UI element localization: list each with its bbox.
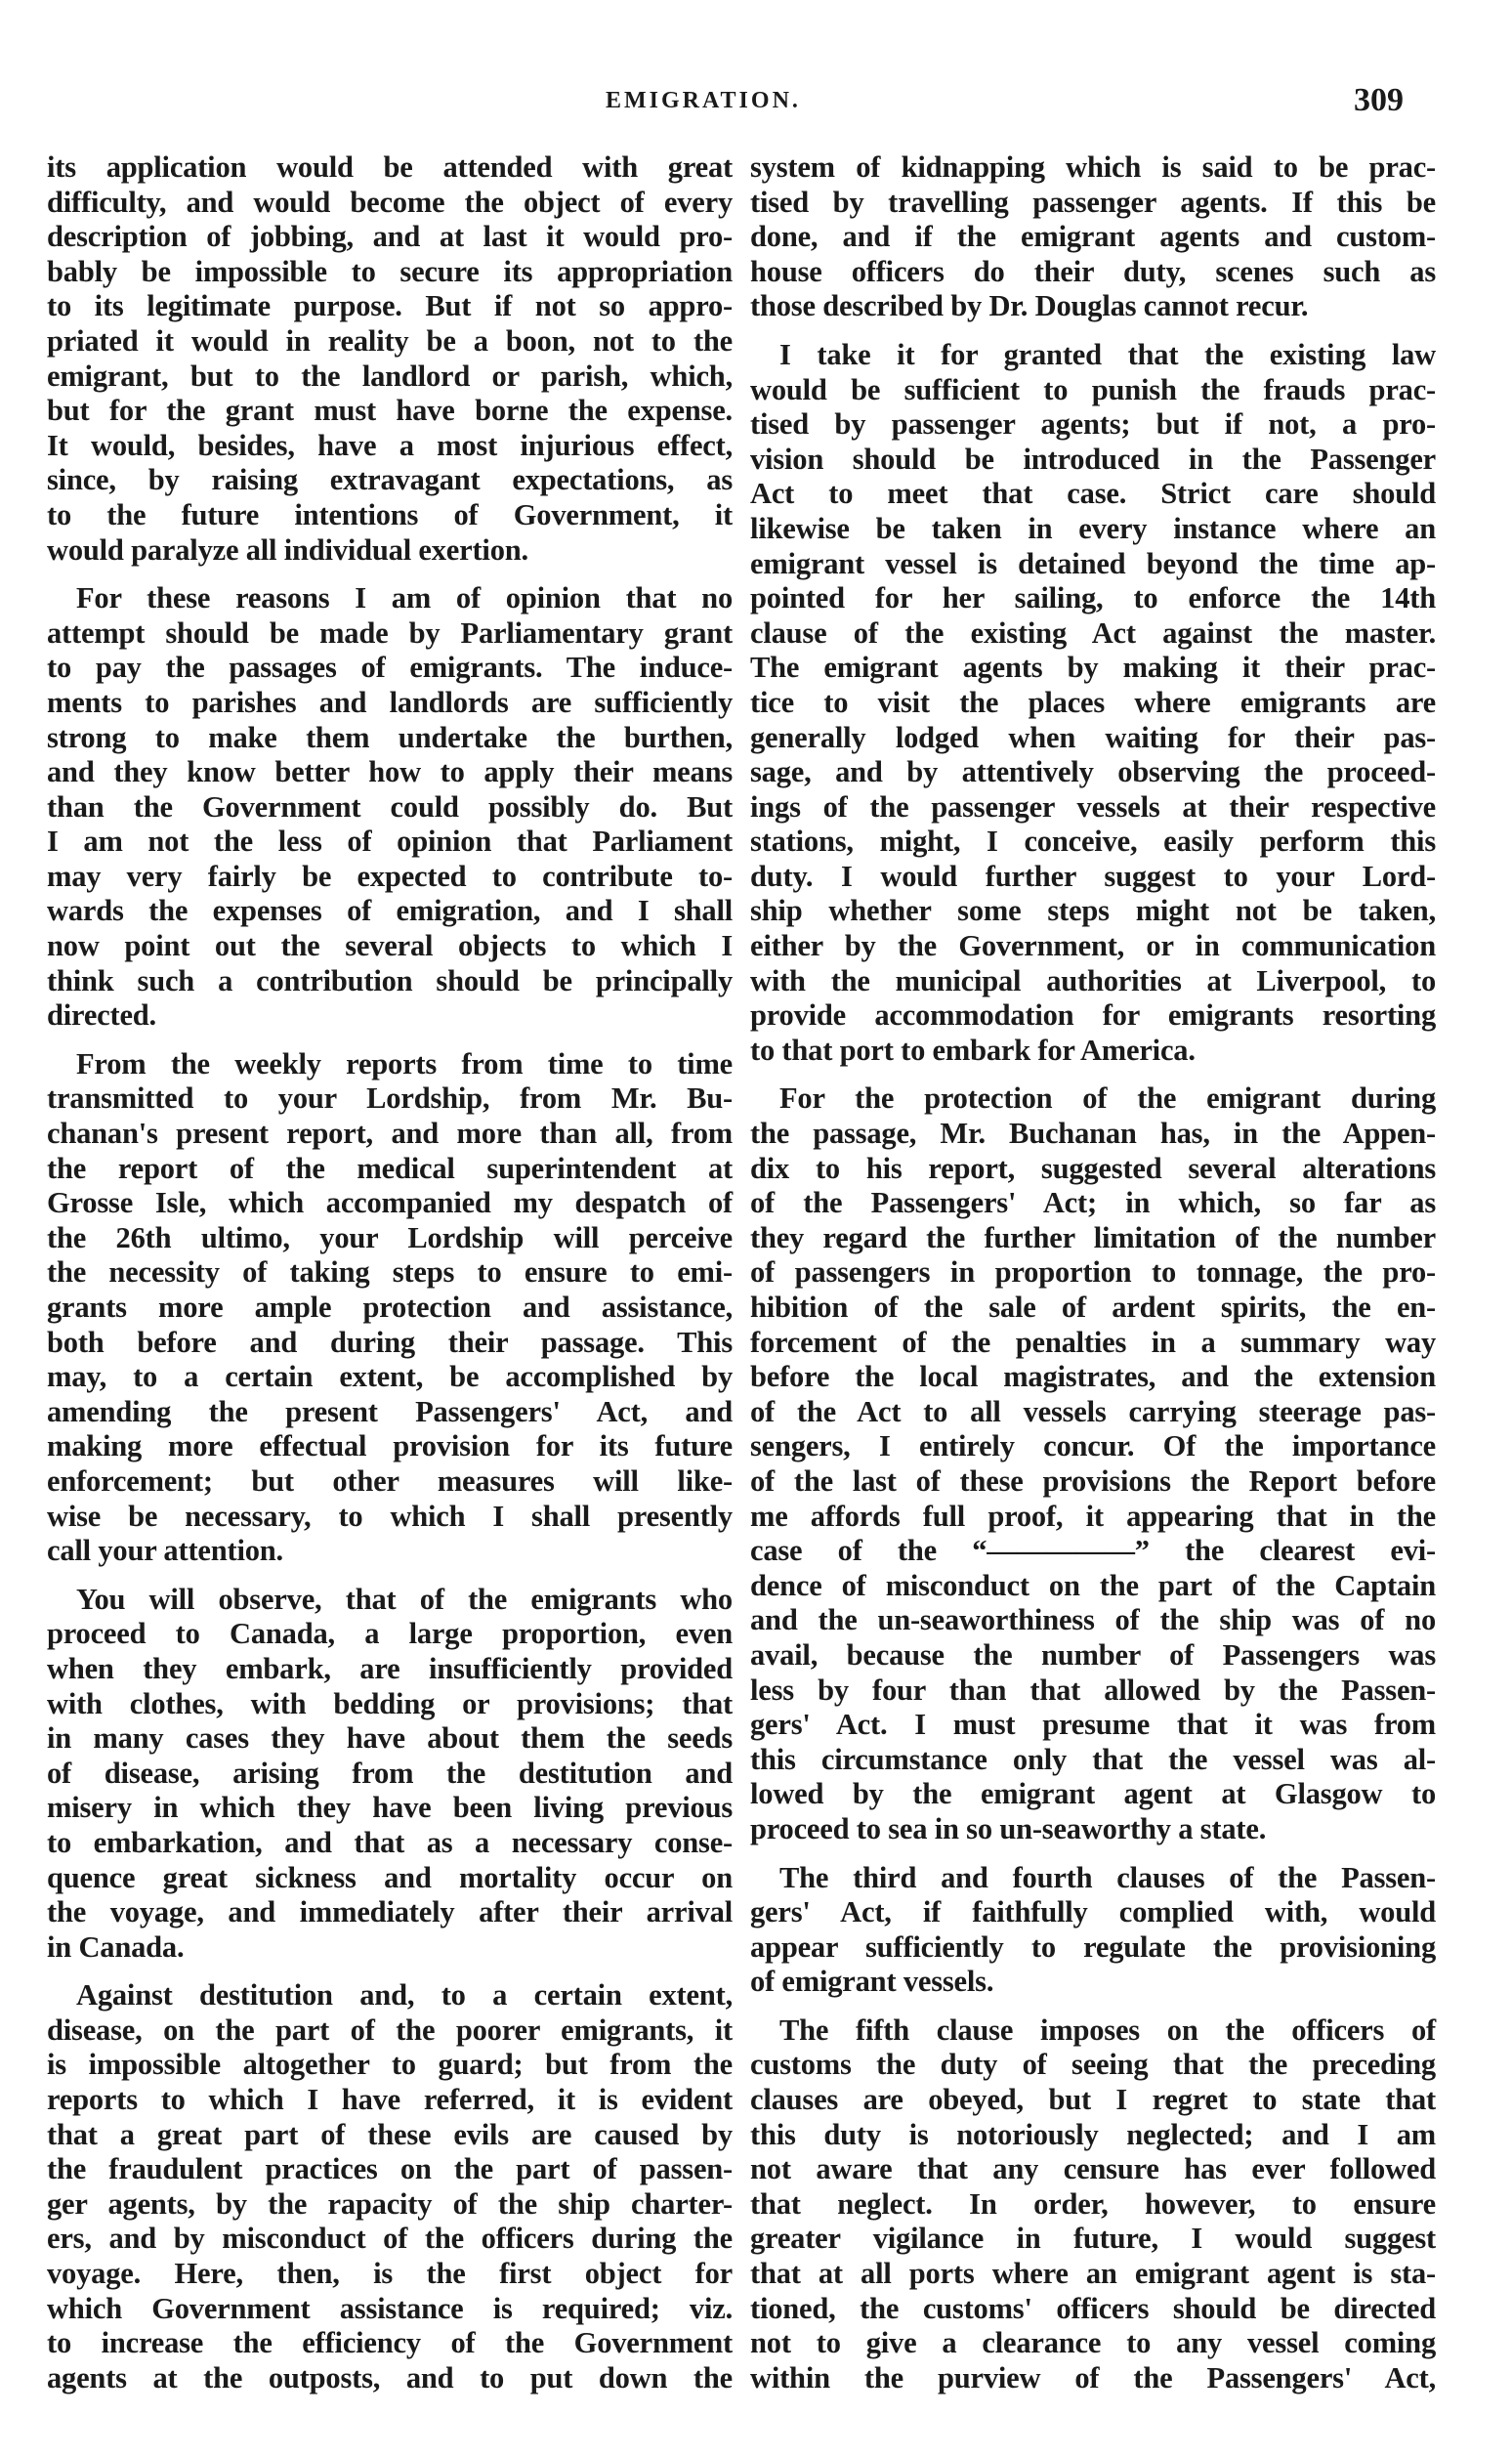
- text-line: priated it would in reality be a boon, not to the: [47, 323, 733, 358]
- text-line: than the Government could possibly do. But: [47, 789, 733, 824]
- text-line: may very fairly be expected to contribute to-: [47, 859, 733, 893]
- text-line: would be sufficient to punish the frauds prac-: [750, 372, 1436, 406]
- text-line: tioned, the customs' officers should be directed: [750, 2291, 1436, 2325]
- text-line: dence of misconduct on the part of the Captain: [750, 1568, 1436, 1602]
- right-column: [750, 150, 1436, 2409]
- text-line: pointed for her sailing, to enforce the 14th: [750, 581, 1436, 615]
- text-line: they regard the further limitation of the number: [750, 1220, 1436, 1254]
- paragraph: [750, 338, 1436, 1068]
- text-line: avail, because the number of Passengers was: [750, 1637, 1436, 1672]
- text-line: attempt should be made by Parliamentary grant: [47, 615, 733, 650]
- text-line: greater vigilance in future, I would suggest: [750, 2222, 1436, 2256]
- text-line: strong to make them undertake the burthen,: [47, 720, 733, 754]
- text-line: provide accommodation for emigrants resorting: [750, 998, 1436, 1033]
- text-line: From the weekly reports from time to time: [76, 1046, 733, 1081]
- text-line: with clothes, with bedding or provisions; that: [47, 1686, 733, 1720]
- text-line: to embarkation, and that as a necessary conse-: [47, 1825, 733, 1859]
- text-line: misery in which they have been living previous: [47, 1791, 733, 1825]
- text-line: ments to parishes and landlords are sufficiently: [47, 685, 733, 719]
- paragraph: [47, 1978, 733, 2395]
- text-line: bably be impossible to secure its appropriation: [47, 254, 733, 288]
- left-column: [47, 150, 733, 2409]
- text-line: grants more ample protection and assistance,: [47, 1291, 733, 1324]
- text-line: in many cases they have about them the seeds: [47, 1721, 733, 1756]
- text-line: both before and during their passage. This: [47, 1325, 733, 1359]
- text-line: the 26th ultimo, your Lordship will perceive: [47, 1220, 733, 1254]
- text-line: gers' Act. I must presume that it was from: [750, 1708, 1436, 1742]
- text-line: case of the “—————” the clearest evi-: [750, 1534, 1436, 1568]
- text-line: chanan's present report, and more than all, from: [47, 1117, 733, 1151]
- page-number: 309: [1354, 82, 1404, 118]
- text-line: vision should be introduced in the Passenger: [750, 442, 1436, 476]
- text-line: not aware that any censure has ever followed: [750, 2152, 1436, 2186]
- text-line: reports to which I have referred, it is evident: [47, 2083, 733, 2117]
- text-line: sage, and by attentively observing the proceed-: [750, 755, 1436, 789]
- text-line: I take it for granted that the existing law: [779, 337, 1436, 371]
- text-line: duty. I would further suggest to your Lord-: [750, 859, 1436, 893]
- text-line: forcement of the penalties in a summary way: [750, 1325, 1436, 1359]
- text-line: of emigrant vessels.: [750, 1965, 994, 1999]
- text-line: emigrant, but to the landlord or parish, which,: [47, 359, 733, 393]
- text-line: hibition of the sale of ardent spirits, the en-: [750, 1291, 1436, 1324]
- text-line: ers, and by misconduct of the officers during the: [47, 2222, 733, 2256]
- text-line: this circumstance only that the vessel was al-: [750, 1742, 1436, 1776]
- text-line: clause of the existing Act against the master.: [750, 615, 1436, 650]
- text-line: the fraudulent practices on the part of passen-: [47, 2152, 733, 2186]
- text-line: For these reasons I am of opinion that no: [76, 581, 733, 615]
- text-line: tised by passenger agents; but if not, a pro-: [750, 407, 1436, 442]
- text-line: that at all ports where an emigrant agent is sta-: [750, 2257, 1436, 2291]
- text-line: and they know better how to apply their means: [47, 755, 733, 789]
- text-line: It would, besides, have a most injurious effect,: [47, 428, 733, 462]
- text-line: clauses are obeyed, but I regret to state that: [750, 2083, 1436, 2117]
- text-line: to increase the efficiency of the Government: [47, 2326, 733, 2360]
- text-line: proceed to Canada, a large proportion, even: [47, 1617, 733, 1651]
- text-line: directed.: [47, 998, 156, 1033]
- text-line: transmitted to your Lordship, from Mr. Bu-: [47, 1081, 733, 1116]
- paragraph: [750, 1861, 1436, 2000]
- text-line: since, by raising extravagant expectations, as: [47, 463, 733, 497]
- text-line: this duty is notoriously neglected; and I am: [750, 2117, 1436, 2151]
- text-line: either by the Government, or in communication: [750, 929, 1436, 963]
- text-line: wards the expenses of emigration, and I shall: [47, 894, 733, 928]
- text-line: its application would be attended with great: [47, 150, 733, 184]
- text-line: may, to a certain extent, be accomplished by: [47, 1360, 733, 1394]
- text-line: not to give a clearance to any vessel coming: [750, 2326, 1436, 2360]
- text-line: me affords full proof, it appearing that in the: [750, 1499, 1436, 1533]
- text-line: Against destitution and, to a certain extent,: [76, 1978, 733, 2013]
- text-line: customs the duty of seeing that the preceding: [750, 2048, 1436, 2082]
- paragraph: [750, 2013, 1436, 2396]
- text-line: dix to his report, suggested several alterations: [750, 1151, 1436, 1185]
- text-line: lowed by the emigrant agent at Glasgow to: [750, 1777, 1436, 1811]
- text-line: proceed to sea in so un-seaworthy a state.: [750, 1811, 1267, 1845]
- text-line: house officers do their duty, scenes such as: [750, 254, 1436, 288]
- text-line: difficulty, and would become the object of every: [47, 185, 733, 219]
- text-line: to that port to embark for America.: [750, 1033, 1196, 1067]
- text-line: done, and if the emigrant agents and custom-: [750, 220, 1436, 254]
- text-line: system of kidnapping which is said to be prac-: [750, 150, 1436, 184]
- text-line: of the Passengers' Act; in which, so far as: [750, 1186, 1436, 1220]
- text-line: to pay the passages of emigrants. The induce-: [47, 651, 733, 685]
- text-line: of the last of these provisions the Report before: [750, 1463, 1436, 1498]
- text-line: the passage, Mr. Buchanan has, in the Appen-: [750, 1117, 1436, 1151]
- text-line: the necessity of taking steps to ensure to emi-: [47, 1255, 733, 1290]
- text-line: Grosse Isle, which accompanied my despatch of: [47, 1186, 733, 1220]
- text-line: before the local magistrates, and the extension: [750, 1360, 1436, 1394]
- text-line: that a great part of these evils are caused by: [47, 2117, 733, 2151]
- text-line: now point out the several objects to which I: [47, 929, 733, 963]
- text-line: is impossible altogether to guard; but from the: [47, 2048, 733, 2082]
- text-line: generally lodged when waiting for their pas-: [750, 720, 1436, 754]
- text-line: Act to meet that case. Strict care should: [750, 477, 1436, 511]
- text-line: amending the present Passengers' Act, and: [47, 1394, 733, 1428]
- running-title: EMIGRATION.: [606, 88, 801, 113]
- text-line: You will observe, that of the emigrants who: [76, 1582, 733, 1616]
- text-line: would paralyze all individual exertion.: [47, 532, 528, 567]
- running-head: [0, 82, 1512, 121]
- text-line: I am not the less of opinion that Parliament: [47, 825, 733, 859]
- text-line: of the Act to all vessels carrying steerage pas-: [750, 1394, 1436, 1428]
- text-line: in Canada.: [47, 1929, 185, 1964]
- text-line: that neglect. In order, however, to ensure: [750, 2186, 1436, 2221]
- text-line: ger agents, by the rapacity of the ship charter-: [47, 2186, 733, 2221]
- text-line: of disease, arising from the destitution and: [47, 1756, 733, 1790]
- text-line: when they embark, are insufficiently provided: [47, 1651, 733, 1685]
- text-line: which Government assistance is required; viz.: [47, 2291, 733, 2325]
- paragraph: [47, 150, 733, 568]
- text-line: enforcement; but other measures will like-: [47, 1463, 733, 1498]
- text-line: tice to visit the places where emigrants are: [750, 685, 1436, 719]
- text-line: to its legitimate purpose. But if not so appro-: [47, 289, 733, 323]
- text-line: sengers, I entirely concur. Of the importance: [750, 1429, 1436, 1463]
- text-line: call your attention.: [47, 1534, 283, 1568]
- text-line: to the future intentions of Government, it: [47, 497, 733, 531]
- text-line: think such a contribution should be principally: [47, 963, 733, 997]
- paragraph: [47, 1583, 733, 1966]
- text-line: stations, might, I conceive, easily perform this: [750, 825, 1436, 859]
- text-line: likewise be taken in every instance where an: [750, 511, 1436, 545]
- paragraph: [47, 1047, 733, 1569]
- text-line: For the protection of the emigrant during: [779, 1081, 1436, 1116]
- text-line: making more effectual provision for its future: [47, 1429, 733, 1463]
- text-line: agents at the outposts, and to put down the: [47, 2360, 733, 2394]
- text-line: ings of the passenger vessels at their respective: [750, 789, 1436, 824]
- paragraph: [750, 1081, 1436, 1846]
- text-line: gers' Act, if faithfully complied with, would: [750, 1895, 1436, 1929]
- text-line: tised by travelling passenger agents. If this be: [750, 185, 1436, 219]
- text-line: disease, on the part of the poorer emigrants, it: [47, 2013, 733, 2047]
- text-line: but for the grant must have borne the expense.: [47, 394, 733, 428]
- text-line: description of jobbing, and at last it would pro-: [47, 220, 733, 254]
- text-line: ship whether some steps might not be taken,: [750, 894, 1436, 928]
- paragraph: [47, 581, 733, 1034]
- text-line: those described by Dr. Douglas cannot recur.: [750, 289, 1309, 323]
- text-line: The third and fourth clauses of the Passen-: [779, 1860, 1436, 1894]
- text-line: the voyage, and immediately after their arrival: [47, 1895, 733, 1929]
- text-line: quence great sickness and mortality occur on: [47, 1860, 733, 1894]
- text-line: appear sufficiently to regulate the provisioning: [750, 1929, 1436, 1964]
- text-line: of passengers in proportion to tonnage, the pro-: [750, 1255, 1436, 1290]
- text-line: with the municipal authorities at Liverpool, to: [750, 963, 1436, 997]
- text-line: the report of the medical superintendent at: [47, 1151, 733, 1185]
- text-line: and the un-seaworthiness of the ship was of no: [750, 1603, 1436, 1637]
- text-line: less by four than that allowed by the Passen-: [750, 1673, 1436, 1707]
- text-line: within the purview of the Passengers' Act,: [750, 2360, 1436, 2394]
- text-line: emigrant vessel is detained beyond the time ap-: [750, 546, 1436, 580]
- paragraph: [750, 150, 1436, 324]
- text-line: The fifth clause imposes on the officers of: [779, 2013, 1436, 2047]
- text-line: wise be necessary, to which I shall presently: [47, 1499, 733, 1533]
- text-line: voyage. Here, then, is the first object for: [47, 2257, 733, 2291]
- text-line: The emigrant agents by making it their prac-: [750, 651, 1436, 685]
